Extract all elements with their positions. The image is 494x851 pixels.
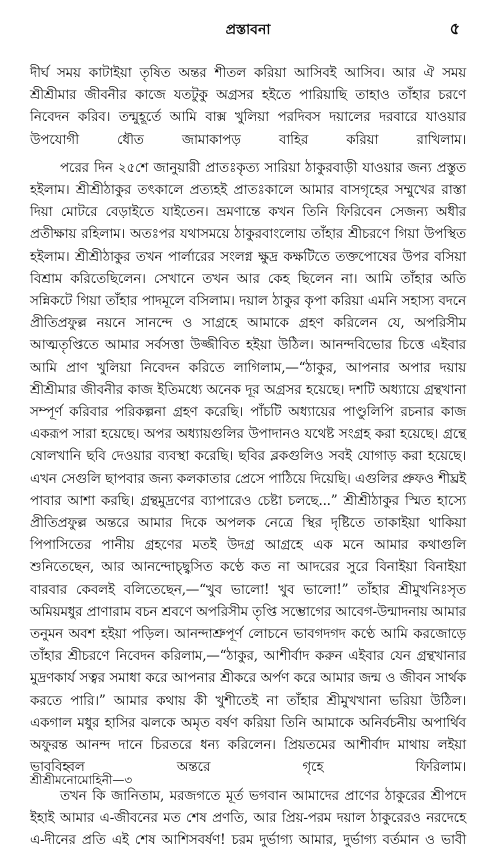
paragraph-main: পরের দিন ২৫শে জানুয়ারী প্রাতঃকৃত্য সারিয়া ঠাকুরবাড়ী যাওয়ার জন্য প্রস্তুত হইলাম। শ্রীশ্রীঠাকুর তৎকালে প্রত্যহই প্রাতঃকালে আমার বাসগৃহের সম্মুখের রাস্তা দিয়া মোটরে বেড়াইতে যাইতেন। ভ্রমণান্তে কখন তিনি ফিরিবেন সেজন্য অধীর প্রতীক্ষায় রহিলাম। অতঃপর যথাসময়ে ঠাকুরবাংলোয় তাঁহার শ্রীচরণে গিয়া উপস্থিত হইলাম। শ্রীশ্রীঠাকুর তখন পার্লারের সংলগ্ন ক্ষুদ্র কক্ষটিতে তক্তপোষের উপর বসিয়া বিশ্রাম করিতেছিলেন। সেখানে তখন আর কেহ ছিলেন না। আমি তাঁহার অতি সন্নিকটে গিয়া তাঁহার পাদমূলে বসিলাম। দয়াল ঠাকুর কৃপা করিয়া এমনি সহাস্য বদনে প্রীতিপ্রফুল্ল নয়নে সানন্দে ও সাগ্রহে আমাকে গ্রহণ করিলেন যে, অপরিসীম আত্মতৃপ্তিতে আমার সর্বসত্তা উজ্জীবিত হইয়া উঠিল। আনন্দবিভোর চিত্তে এইবার আমি প্রাণ খুলিয়া নিবেদন করিতে লাগিলাম,—“ঠাকুর, আপনার অপার দয়ায় শ্রীশ্রীমার জীবনীর কাজ ইতিমধ্যে অনেক দূর অগ্রসর হয়েছে। দশটি অধ্যায়ে গ্রন্থখানা সম্পূর্ণ করিবার পরিকল্পনা গ্রহণ করেছি। পাঁচটি অধ্যায়ের পাণ্ডুলিপি রচনার কাজ একরূপ সারা হয়েছে। অপর অধ্যায়গুলির উপাদানও যথেষ্ট সংগ্রহ করা হয়েছে। গ্রন্থে ষোলখানি ছবি দেওয়ার ব্যবস্থা করেছি। ছবির ব্লকগুলিও সবই যোগাড় করা হয়েছে। এখন সেগুলি ছাপবার জন্য কলকাতার প্রেসে পাঠিয়ে দিয়েছি। এগুলির প্রুফও শীঘ্রই পাবার আশা করছি। গ্রন্থমুদ্রণের ব্যাপারেও চেষ্টা চলছে...” শ্রীশ্রীঠাকুর স্মিত হাস্যে প্রীতিপ্রফুল্ল অন্তরে আমার দিকে অপলক নেত্রে স্থির দৃষ্টিতে তাকাইয়া থাকিয়া পিপাসিতের পানীয় গ্রহণের মতই উদগ্র আগ্রহে এক মনে আমার কথাগুলি শুনিতেছেন, আর আনন্দোচ্ছ্বসিত কণ্ঠে কত না আদরের সুরে বিনাইয়া বিনাইয়া বারবার কেবলই বলিতেছেন,—“খুব ভালো! খুব ভালো!” তাঁহার শ্রীমুখনিঃসৃত অমিয়মধুর প্রাণারাম বচন শ্রবণে অপরিসীম তৃপ্তি সম্ভোগের আবেগ-উন্মাদনায় আমার তনুমন অবশ হইয়া পড়িল। আনন্দাশ্রুপূর্ণ লোচনে ভাবগদগদ কণ্ঠে আমি করজোড়ে তাঁহার শ্রীচরণে নিবেদন করিলাম,—“ঠাকুর, আশীর্বাদ করুন এইবার যেন গ্রন্থখানার মুদ্রণকার্য সত্বর সমাধা করে আপনার শ্রীকরে অর্পণ করে আমার জন্ম ও জীবন সার্থক করতে পারি।” আমার কথায় কী খুশীতেই না তাঁহার শ্রীমুখখানা ভরিয়া উঠিল। একগাল মধুর হাসির ঝলকে অমৃত বর্ষণ করিয়া তিনি আমাকে অনির্বচনীয় অপার্থিব অফুরন্ত আনন্দ দানে চিরতরে ধন্য করিলেন। প্রিয়তমের আশীর্বাদ মাথায় লইয়া ভাববিহ্বল অন্তরে গৃহে ফিরিলাম।	[30, 157, 466, 779]
signature-footer: শ্রীশ্রীমনোমোহিনী—৩	[30, 772, 132, 792]
page-title: প্রস্তাবনা	[30, 18, 466, 42]
page-number: ৫	[450, 16, 460, 43]
paragraph-continued: দীর্ঘ সময় কাটাইয়া তৃষিত অন্তর শীতল করিয়া আসিবই আসিব। আর ঐ সময় শ্রীশ্রীমার জীবনীর কাজে যতটুকু অগ্রসর হইতে পারিয়াছি তাহাও তাঁহার চরণে নিবেদন করিব। তন্মুহূর্তে আমি বাক্স খুলিয়া পরদিবস দয়ালের দরবারে যাওয়ার উপযোগী ধৌত জামাকাপড় বাহির করিয়া রাখিলাম।	[30, 62, 466, 151]
paragraph-closing: তখন কি জানিতাম, মরজগতে মূর্ত ভগবান আমাদের প্রাণের ঠাকুরের শ্রীপদে ইহাই আমার এ-জীবনের মত শেষ প্রণতি, আর প্রিয়-পরম দয়াল ঠাকুরেরও নরদেহে এ-দীনের প্রতি এই শেষ আশিসবর্ষণ! চরম দুর্ভাগ্য আমার, দুর্ভাগ্য বর্তমান ও ভাবী	[30, 785, 466, 851]
page-header	[30, 16, 466, 40]
page-body	[30, 62, 466, 851]
